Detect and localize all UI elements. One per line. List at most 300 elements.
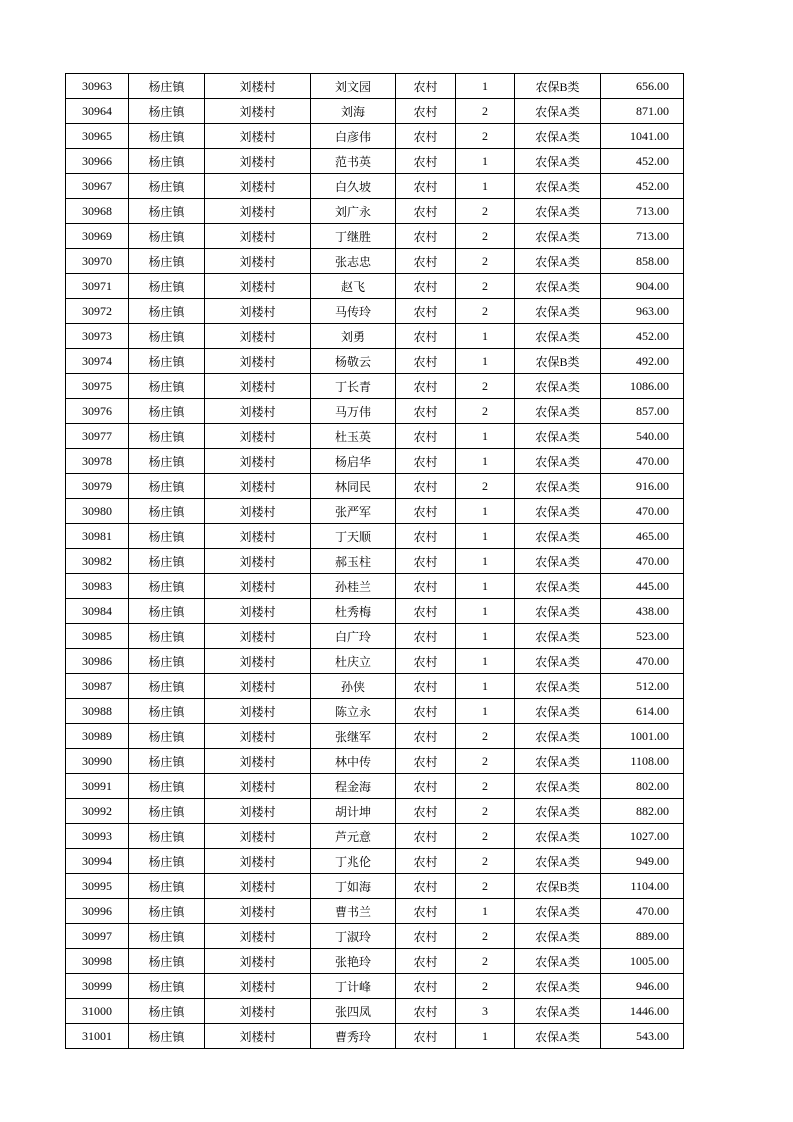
cell-amount: 916.00 (601, 474, 684, 499)
table-row (66, 424, 684, 449)
cell-id: 30972 (66, 299, 129, 324)
cell-amount: 452.00 (601, 174, 684, 199)
cell-town: 杨庄镇 (129, 824, 205, 849)
cell-category: 农保B类 (515, 74, 601, 99)
cell-name: 郝玉柱 (311, 549, 396, 574)
cell-id: 30999 (66, 974, 129, 999)
cell-residence: 农村 (396, 924, 456, 949)
cell-village: 刘楼村 (205, 349, 311, 374)
cell-town: 杨庄镇 (129, 999, 205, 1024)
cell-town: 杨庄镇 (129, 199, 205, 224)
cell-count: 1 (456, 499, 515, 524)
table-row (66, 499, 684, 524)
cell-category: 农保A类 (515, 174, 601, 199)
cell-amount: 1446.00 (601, 999, 684, 1024)
table-row (66, 299, 684, 324)
cell-village: 刘楼村 (205, 974, 311, 999)
cell-count: 2 (456, 874, 515, 899)
table-row (66, 899, 684, 924)
cell-town: 杨庄镇 (129, 799, 205, 824)
cell-id: 30964 (66, 99, 129, 124)
cell-id: 30977 (66, 424, 129, 449)
cell-town: 杨庄镇 (129, 774, 205, 799)
cell-town: 杨庄镇 (129, 349, 205, 374)
cell-residence: 农村 (396, 524, 456, 549)
cell-name: 丁如海 (311, 874, 396, 899)
table-row (66, 824, 684, 849)
cell-category: 农保A类 (515, 224, 601, 249)
cell-name: 白广玲 (311, 624, 396, 649)
table-row (66, 974, 684, 999)
cell-town: 杨庄镇 (129, 899, 205, 924)
cell-town: 杨庄镇 (129, 674, 205, 699)
cell-village: 刘楼村 (205, 149, 311, 174)
cell-count: 2 (456, 724, 515, 749)
cell-category: 农保A类 (515, 549, 601, 574)
cell-name: 张艳玲 (311, 949, 396, 974)
cell-amount: 713.00 (601, 199, 684, 224)
cell-id: 31001 (66, 1024, 129, 1049)
table-row (66, 99, 684, 124)
cell-count: 1 (456, 1024, 515, 1049)
cell-residence: 农村 (396, 624, 456, 649)
cell-category: 农保A类 (515, 199, 601, 224)
cell-id: 30989 (66, 724, 129, 749)
cell-id: 30981 (66, 524, 129, 549)
cell-town: 杨庄镇 (129, 849, 205, 874)
cell-id: 30993 (66, 824, 129, 849)
cell-name: 林同民 (311, 474, 396, 499)
cell-amount: 438.00 (601, 599, 684, 624)
cell-residence: 农村 (396, 449, 456, 474)
cell-id: 30974 (66, 349, 129, 374)
cell-id: 30968 (66, 199, 129, 224)
cell-count: 1 (456, 574, 515, 599)
table-row (66, 699, 684, 724)
cell-name: 曹秀玲 (311, 1024, 396, 1049)
cell-name: 杨敬云 (311, 349, 396, 374)
cell-category: 农保A类 (515, 449, 601, 474)
cell-name: 刘广永 (311, 199, 396, 224)
cell-village: 刘楼村 (205, 99, 311, 124)
cell-count: 1 (456, 649, 515, 674)
table-row (66, 624, 684, 649)
cell-id: 30973 (66, 324, 129, 349)
table-row (66, 124, 684, 149)
cell-amount: 470.00 (601, 449, 684, 474)
cell-town: 杨庄镇 (129, 1024, 205, 1049)
cell-town: 杨庄镇 (129, 74, 205, 99)
cell-amount: 889.00 (601, 924, 684, 949)
cell-town: 杨庄镇 (129, 149, 205, 174)
table-row (66, 199, 684, 224)
cell-village: 刘楼村 (205, 999, 311, 1024)
cell-village: 刘楼村 (205, 549, 311, 574)
cell-category: 农保A类 (515, 149, 601, 174)
cell-residence: 农村 (396, 649, 456, 674)
cell-amount: 470.00 (601, 649, 684, 674)
cell-category: 农保A类 (515, 374, 601, 399)
cell-amount: 1108.00 (601, 749, 684, 774)
cell-count: 2 (456, 849, 515, 874)
cell-id: 30986 (66, 649, 129, 674)
cell-count: 2 (456, 249, 515, 274)
cell-residence: 农村 (396, 74, 456, 99)
cell-category: 农保A类 (515, 974, 601, 999)
cell-id: 30992 (66, 799, 129, 824)
cell-id: 30991 (66, 774, 129, 799)
cell-id: 30983 (66, 574, 129, 599)
cell-residence: 农村 (396, 874, 456, 899)
cell-village: 刘楼村 (205, 599, 311, 624)
cell-category: 农保A类 (515, 1024, 601, 1049)
cell-residence: 农村 (396, 549, 456, 574)
table-row (66, 674, 684, 699)
cell-residence: 农村 (396, 499, 456, 524)
cell-id: 30970 (66, 249, 129, 274)
cell-name: 丁长青 (311, 374, 396, 399)
cell-town: 杨庄镇 (129, 249, 205, 274)
cell-id: 30984 (66, 599, 129, 624)
table-row (66, 924, 684, 949)
cell-amount: 614.00 (601, 699, 684, 724)
cell-residence: 农村 (396, 299, 456, 324)
cell-category: 农保A类 (515, 499, 601, 524)
cell-name: 张严军 (311, 499, 396, 524)
cell-residence: 农村 (396, 349, 456, 374)
table-row (66, 324, 684, 349)
table-body (66, 74, 684, 1049)
cell-village: 刘楼村 (205, 199, 311, 224)
cell-residence: 农村 (396, 374, 456, 399)
cell-town: 杨庄镇 (129, 524, 205, 549)
cell-category: 农保A类 (515, 124, 601, 149)
cell-residence: 农村 (396, 999, 456, 1024)
cell-amount: 470.00 (601, 499, 684, 524)
cell-residence: 农村 (396, 199, 456, 224)
cell-name: 白久坡 (311, 174, 396, 199)
cell-category: 农保A类 (515, 799, 601, 824)
cell-count: 2 (456, 949, 515, 974)
cell-id: 30982 (66, 549, 129, 574)
table-row (66, 849, 684, 874)
cell-village: 刘楼村 (205, 124, 311, 149)
table-row (66, 249, 684, 274)
cell-village: 刘楼村 (205, 249, 311, 274)
cell-name: 丁天顺 (311, 524, 396, 549)
cell-id: 31000 (66, 999, 129, 1024)
cell-village: 刘楼村 (205, 649, 311, 674)
cell-town: 杨庄镇 (129, 274, 205, 299)
cell-category: 农保A类 (515, 749, 601, 774)
cell-name: 陈立永 (311, 699, 396, 724)
table-row (66, 799, 684, 824)
cell-id: 30998 (66, 949, 129, 974)
cell-count: 1 (456, 149, 515, 174)
cell-id: 30963 (66, 74, 129, 99)
cell-residence: 农村 (396, 599, 456, 624)
cell-id: 30975 (66, 374, 129, 399)
cell-count: 2 (456, 924, 515, 949)
document-page (65, 73, 684, 1049)
cell-residence: 农村 (396, 849, 456, 874)
cell-residence: 农村 (396, 1024, 456, 1049)
cell-name: 杜秀梅 (311, 599, 396, 624)
cell-village: 刘楼村 (205, 574, 311, 599)
cell-name: 刘海 (311, 99, 396, 124)
cell-amount: 713.00 (601, 224, 684, 249)
cell-count: 2 (456, 774, 515, 799)
cell-amount: 470.00 (601, 549, 684, 574)
cell-town: 杨庄镇 (129, 374, 205, 399)
cell-name: 孙侠 (311, 674, 396, 699)
cell-residence: 农村 (396, 224, 456, 249)
table-row (66, 524, 684, 549)
cell-id: 30990 (66, 749, 129, 774)
cell-category: 农保A类 (515, 699, 601, 724)
cell-residence: 农村 (396, 149, 456, 174)
table-row (66, 374, 684, 399)
cell-town: 杨庄镇 (129, 224, 205, 249)
cell-town: 杨庄镇 (129, 574, 205, 599)
cell-amount: 1104.00 (601, 874, 684, 899)
cell-id: 30965 (66, 124, 129, 149)
cell-id: 30978 (66, 449, 129, 474)
cell-village: 刘楼村 (205, 299, 311, 324)
cell-village: 刘楼村 (205, 624, 311, 649)
cell-count: 1 (456, 349, 515, 374)
table-row (66, 174, 684, 199)
cell-residence: 农村 (396, 474, 456, 499)
cell-village: 刘楼村 (205, 499, 311, 524)
cell-count: 2 (456, 274, 515, 299)
cell-amount: 656.00 (601, 74, 684, 99)
cell-residence: 农村 (396, 824, 456, 849)
cell-town: 杨庄镇 (129, 174, 205, 199)
cell-town: 杨庄镇 (129, 99, 205, 124)
table-row (66, 774, 684, 799)
cell-name: 丁继胜 (311, 224, 396, 249)
cell-category: 农保A类 (515, 624, 601, 649)
cell-name: 丁兆伦 (311, 849, 396, 874)
cell-category: 农保A类 (515, 949, 601, 974)
cell-residence: 农村 (396, 949, 456, 974)
cell-village: 刘楼村 (205, 449, 311, 474)
cell-count: 1 (456, 599, 515, 624)
cell-town: 杨庄镇 (129, 474, 205, 499)
cell-residence: 农村 (396, 124, 456, 149)
cell-category: 农保A类 (515, 574, 601, 599)
cell-category: 农保B类 (515, 874, 601, 899)
cell-residence: 农村 (396, 899, 456, 924)
cell-amount: 946.00 (601, 974, 684, 999)
table-row (66, 874, 684, 899)
cell-town: 杨庄镇 (129, 424, 205, 449)
cell-amount: 802.00 (601, 774, 684, 799)
cell-name: 胡计坤 (311, 799, 396, 824)
cell-name: 杜庆立 (311, 649, 396, 674)
cell-village: 刘楼村 (205, 849, 311, 874)
cell-amount: 904.00 (601, 274, 684, 299)
cell-town: 杨庄镇 (129, 874, 205, 899)
cell-id: 30996 (66, 899, 129, 924)
cell-count: 2 (456, 474, 515, 499)
cell-name: 赵飞 (311, 274, 396, 299)
cell-id: 30969 (66, 224, 129, 249)
cell-village: 刘楼村 (205, 424, 311, 449)
cell-count: 2 (456, 374, 515, 399)
cell-village: 刘楼村 (205, 749, 311, 774)
cell-amount: 492.00 (601, 349, 684, 374)
cell-category: 农保A类 (515, 599, 601, 624)
cell-category: 农保A类 (515, 249, 601, 274)
cell-village: 刘楼村 (205, 774, 311, 799)
cell-village: 刘楼村 (205, 274, 311, 299)
cell-amount: 1041.00 (601, 124, 684, 149)
table-row (66, 749, 684, 774)
cell-name: 杨启华 (311, 449, 396, 474)
cell-count: 1 (456, 699, 515, 724)
data-table (65, 73, 684, 1049)
cell-town: 杨庄镇 (129, 324, 205, 349)
cell-amount: 882.00 (601, 799, 684, 824)
cell-id: 30988 (66, 699, 129, 724)
cell-residence: 农村 (396, 974, 456, 999)
cell-count: 2 (456, 99, 515, 124)
cell-id: 30979 (66, 474, 129, 499)
table-row (66, 1024, 684, 1049)
table-row (66, 474, 684, 499)
cell-count: 2 (456, 299, 515, 324)
cell-count: 1 (456, 899, 515, 924)
cell-count: 2 (456, 749, 515, 774)
cell-count: 1 (456, 524, 515, 549)
cell-village: 刘楼村 (205, 524, 311, 549)
cell-name: 白彦伟 (311, 124, 396, 149)
cell-amount: 523.00 (601, 624, 684, 649)
cell-name: 孙桂兰 (311, 574, 396, 599)
cell-town: 杨庄镇 (129, 549, 205, 574)
cell-name: 刘文园 (311, 74, 396, 99)
cell-residence: 农村 (396, 674, 456, 699)
cell-residence: 农村 (396, 99, 456, 124)
table-row (66, 74, 684, 99)
cell-category: 农保A类 (515, 924, 601, 949)
cell-category: 农保A类 (515, 274, 601, 299)
cell-category: 农保A类 (515, 774, 601, 799)
cell-category: 农保A类 (515, 724, 601, 749)
table-row (66, 399, 684, 424)
cell-count: 1 (456, 549, 515, 574)
table-row (66, 574, 684, 599)
cell-village: 刘楼村 (205, 374, 311, 399)
cell-count: 2 (456, 399, 515, 424)
cell-village: 刘楼村 (205, 674, 311, 699)
cell-amount: 949.00 (601, 849, 684, 874)
cell-name: 丁计峰 (311, 974, 396, 999)
cell-amount: 1001.00 (601, 724, 684, 749)
cell-residence: 农村 (396, 724, 456, 749)
cell-count: 1 (456, 624, 515, 649)
cell-village: 刘楼村 (205, 174, 311, 199)
cell-residence: 农村 (396, 174, 456, 199)
cell-residence: 农村 (396, 699, 456, 724)
cell-name: 马传玲 (311, 299, 396, 324)
cell-amount: 452.00 (601, 149, 684, 174)
cell-village: 刘楼村 (205, 699, 311, 724)
cell-residence: 农村 (396, 749, 456, 774)
cell-town: 杨庄镇 (129, 124, 205, 149)
cell-id: 30971 (66, 274, 129, 299)
cell-town: 杨庄镇 (129, 699, 205, 724)
cell-category: 农保A类 (515, 849, 601, 874)
table-row (66, 449, 684, 474)
cell-name: 马万伟 (311, 399, 396, 424)
cell-town: 杨庄镇 (129, 924, 205, 949)
cell-count: 1 (456, 74, 515, 99)
cell-amount: 857.00 (601, 399, 684, 424)
cell-count: 3 (456, 999, 515, 1024)
cell-amount: 540.00 (601, 424, 684, 449)
table-row (66, 999, 684, 1024)
cell-residence: 农村 (396, 774, 456, 799)
table-row (66, 649, 684, 674)
cell-count: 1 (456, 674, 515, 699)
cell-name: 刘勇 (311, 324, 396, 349)
cell-residence: 农村 (396, 249, 456, 274)
cell-category: 农保A类 (515, 824, 601, 849)
cell-village: 刘楼村 (205, 824, 311, 849)
cell-count: 2 (456, 124, 515, 149)
cell-name: 杜玉英 (311, 424, 396, 449)
cell-count: 1 (456, 324, 515, 349)
cell-amount: 1027.00 (601, 824, 684, 849)
cell-count: 2 (456, 224, 515, 249)
cell-residence: 农村 (396, 324, 456, 349)
cell-amount: 858.00 (601, 249, 684, 274)
cell-town: 杨庄镇 (129, 974, 205, 999)
cell-category: 农保B类 (515, 349, 601, 374)
cell-count: 2 (456, 799, 515, 824)
cell-town: 杨庄镇 (129, 299, 205, 324)
cell-village: 刘楼村 (205, 324, 311, 349)
cell-village: 刘楼村 (205, 474, 311, 499)
cell-residence: 农村 (396, 274, 456, 299)
cell-count: 2 (456, 824, 515, 849)
cell-name: 张继军 (311, 724, 396, 749)
cell-town: 杨庄镇 (129, 449, 205, 474)
cell-id: 30966 (66, 149, 129, 174)
cell-village: 刘楼村 (205, 1024, 311, 1049)
cell-village: 刘楼村 (205, 874, 311, 899)
cell-category: 农保A类 (515, 324, 601, 349)
cell-id: 30994 (66, 849, 129, 874)
cell-town: 杨庄镇 (129, 499, 205, 524)
cell-name: 曹书兰 (311, 899, 396, 924)
cell-amount: 963.00 (601, 299, 684, 324)
cell-amount: 1005.00 (601, 949, 684, 974)
cell-id: 30987 (66, 674, 129, 699)
cell-town: 杨庄镇 (129, 749, 205, 774)
cell-name: 程金海 (311, 774, 396, 799)
cell-category: 农保A类 (515, 674, 601, 699)
cell-amount: 871.00 (601, 99, 684, 124)
cell-name: 张志忠 (311, 249, 396, 274)
cell-name: 芦元意 (311, 824, 396, 849)
cell-town: 杨庄镇 (129, 399, 205, 424)
cell-amount: 445.00 (601, 574, 684, 599)
cell-amount: 512.00 (601, 674, 684, 699)
